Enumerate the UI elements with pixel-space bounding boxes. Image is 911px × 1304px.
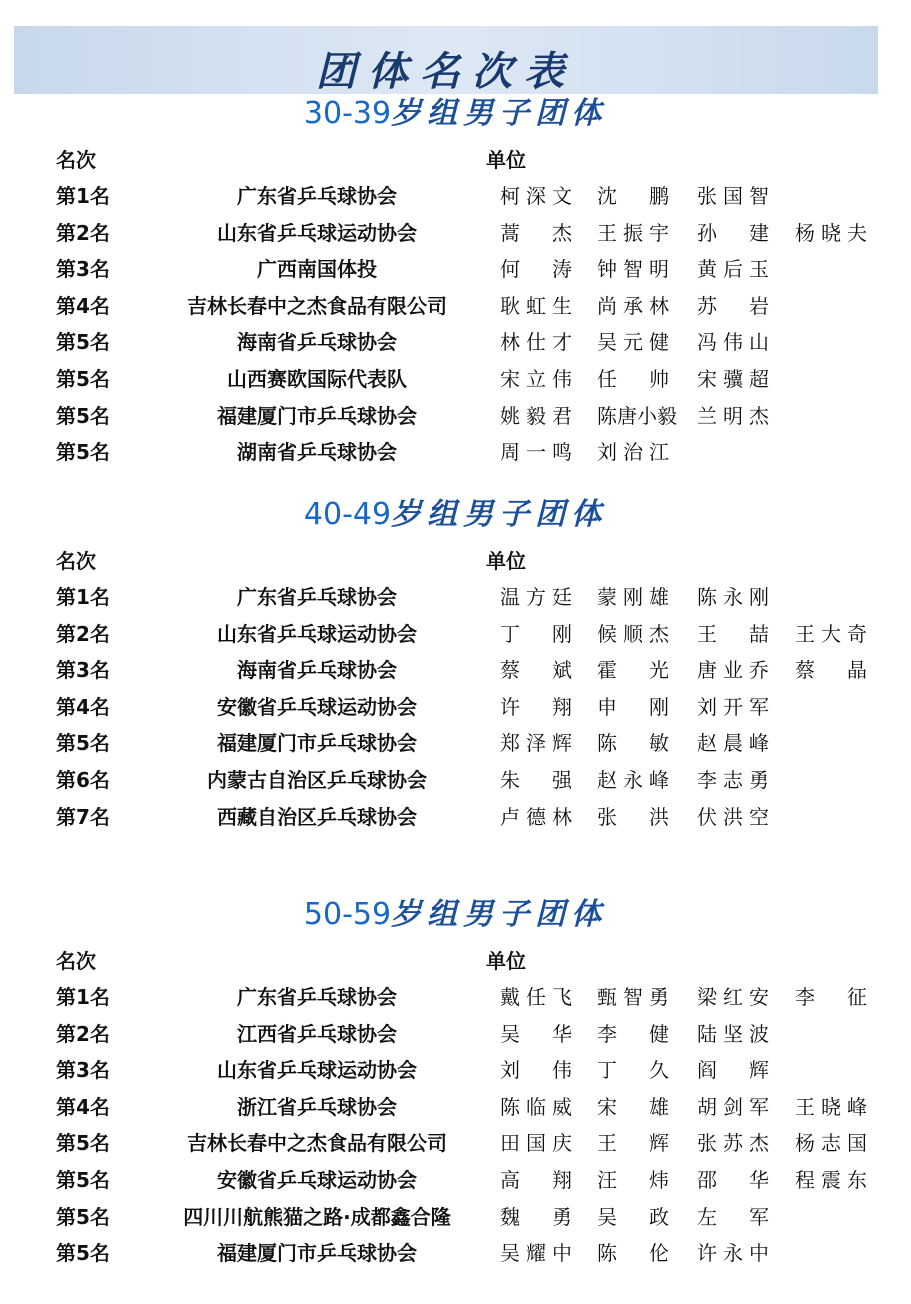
section-label: 岁组男子团体 xyxy=(391,897,608,932)
unit-cell: 湖南省乒乓球协会 xyxy=(237,440,397,465)
rank-cell: 第1名 xyxy=(56,985,110,1009)
member-name: 陈敏 xyxy=(597,731,669,756)
table-row xyxy=(0,215,911,251)
header-rank: 名次 xyxy=(56,549,96,573)
section-age: 50-59 xyxy=(303,897,392,932)
table-row xyxy=(0,979,911,1015)
header-rank: 名次 xyxy=(56,148,96,172)
member-name: 许永中 xyxy=(697,1241,769,1266)
member-name: 宋雄 xyxy=(597,1094,669,1119)
page-title: 团体名次表 xyxy=(316,48,576,95)
member-name: 胡剑军 xyxy=(697,1094,769,1119)
unit-cell: 吉林长春中之杰食品有限公司 xyxy=(187,1131,447,1156)
unit-cell: 广东省乒乓球协会 xyxy=(237,585,397,609)
table-row xyxy=(0,799,911,835)
member-name: 钟智明 xyxy=(597,257,669,282)
rank-cell: 第5名 xyxy=(56,367,110,391)
rank-cell: 第2名 xyxy=(56,621,110,646)
member-name: 戴任飞 xyxy=(500,985,572,1009)
member-name: 阎辉 xyxy=(697,1058,769,1083)
rank-cell: 第5名 xyxy=(56,440,110,465)
member-name: 赵永峰 xyxy=(597,768,669,792)
member-name: 王辉 xyxy=(597,1131,669,1156)
table-row xyxy=(0,434,911,470)
member-name: 许翔 xyxy=(500,694,572,719)
table-row xyxy=(0,762,911,798)
member-name: 蒙刚雄 xyxy=(597,585,669,609)
table-row xyxy=(0,1052,911,1088)
unit-cell: 山东省乒乓球运动协会 xyxy=(217,621,417,646)
member-name: 张苏杰 xyxy=(697,1131,769,1156)
header-unit: 单位 xyxy=(486,549,526,573)
member-name: 郑泽辉 xyxy=(500,731,572,756)
member-name: 卢德林 xyxy=(500,804,572,829)
table-row xyxy=(0,288,911,324)
member-name: 冯伟山 xyxy=(697,330,769,355)
member-name: 刘治江 xyxy=(597,440,669,465)
member-name: 尚承林 xyxy=(597,293,669,318)
section-label: 岁组男子团体 xyxy=(391,96,608,131)
member-name: 宋立伟 xyxy=(500,367,572,391)
member-name: 丁久 xyxy=(597,1058,669,1083)
member-name: 田国庆 xyxy=(500,1131,572,1156)
member-name: 王晓峰 xyxy=(795,1094,867,1119)
section-title xyxy=(0,497,911,533)
member-name: 程震东 xyxy=(795,1168,867,1192)
member-name: 高翔 xyxy=(500,1168,572,1192)
table-row xyxy=(0,1199,911,1235)
member-name: 朱强 xyxy=(500,768,572,792)
section-title xyxy=(0,897,911,933)
header-rank: 名次 xyxy=(56,949,96,973)
member-name: 左军 xyxy=(697,1204,769,1229)
rank-cell: 第1名 xyxy=(56,585,110,609)
rank-cell: 第3名 xyxy=(56,1058,110,1083)
rank-cell: 第2名 xyxy=(56,220,110,245)
rank-cell: 第5名 xyxy=(56,1204,110,1229)
table-row xyxy=(0,579,911,615)
member-name: 蔡斌 xyxy=(500,658,572,683)
rank-cell: 第5名 xyxy=(56,1131,110,1156)
member-name: 王喆 xyxy=(697,621,769,646)
member-name: 陆坚波 xyxy=(697,1021,769,1046)
member-name: 杨晓夫 xyxy=(795,220,867,245)
member-name: 李健 xyxy=(597,1021,669,1046)
member-name: 吴耀中 xyxy=(500,1241,572,1266)
member-name: 王大奇 xyxy=(795,621,867,646)
table-row xyxy=(0,251,911,287)
member-name: 温方廷 xyxy=(500,585,572,609)
rank-cell: 第5名 xyxy=(56,403,110,428)
table-row xyxy=(0,361,911,397)
member-name: 汪炜 xyxy=(597,1168,669,1192)
unit-cell: 安徽省乒乓球运动协会 xyxy=(217,694,417,719)
table-row xyxy=(0,1162,911,1198)
section-label: 岁组男子团体 xyxy=(391,497,608,532)
table-row xyxy=(0,1235,911,1271)
member-name: 林仕才 xyxy=(500,330,572,355)
rank-cell: 第4名 xyxy=(56,293,110,318)
rank-cell: 第5名 xyxy=(56,1241,110,1266)
section-age: 30-39 xyxy=(303,96,392,131)
member-name: 沈鹏 xyxy=(597,184,669,208)
rank-cell: 第3名 xyxy=(56,257,110,282)
table-row xyxy=(0,178,911,214)
member-name: 耿虹生 xyxy=(500,293,572,318)
table-row xyxy=(0,1125,911,1161)
rank-cell: 第2名 xyxy=(56,1021,110,1046)
table-row xyxy=(0,324,911,360)
unit-cell: 浙江省乒乓球协会 xyxy=(237,1094,397,1119)
member-name: 候顺杰 xyxy=(597,621,669,646)
member-name: 甄智勇 xyxy=(597,985,669,1009)
member-name: 柯深文 xyxy=(500,184,572,208)
rank-cell: 第6名 xyxy=(56,768,110,792)
member-name: 孙建 xyxy=(697,220,769,245)
member-name: 李志勇 xyxy=(697,768,769,792)
member-name: 任帅 xyxy=(597,367,669,391)
member-name: 吴政 xyxy=(597,1204,669,1229)
unit-cell: 内蒙古自治区乒乓球协会 xyxy=(207,768,427,792)
unit-cell: 山西赛欧国际代表队 xyxy=(227,367,407,391)
member-name: 兰明杰 xyxy=(697,403,769,428)
member-name: 魏勇 xyxy=(500,1204,572,1229)
unit-cell: 安徽省乒乓球运动协会 xyxy=(217,1168,417,1192)
table-row xyxy=(0,725,911,761)
member-name: 李征 xyxy=(795,985,867,1009)
rank-cell: 第3名 xyxy=(56,658,110,683)
member-name: 何涛 xyxy=(500,257,572,282)
member-name: 周一鸣 xyxy=(500,440,572,465)
table-row xyxy=(0,689,911,725)
header-unit: 单位 xyxy=(486,949,526,973)
table-row xyxy=(0,1016,911,1052)
member-name: 梁红安 xyxy=(697,985,769,1009)
unit-cell: 山东省乒乓球运动协会 xyxy=(217,1058,417,1083)
member-name: 吴华 xyxy=(500,1021,572,1046)
section-age: 40-49 xyxy=(303,497,392,532)
unit-cell: 福建厦门市乒乓球协会 xyxy=(217,403,417,428)
member-name: 宋骥超 xyxy=(697,367,769,391)
member-name: 张洪 xyxy=(597,804,669,829)
member-name: 杨志国 xyxy=(795,1131,867,1156)
unit-cell: 海南省乒乓球协会 xyxy=(237,330,397,355)
member-name: 申刚 xyxy=(597,694,669,719)
member-name: 张国智 xyxy=(697,184,769,208)
member-name: 刘伟 xyxy=(500,1058,572,1083)
rank-cell: 第1名 xyxy=(56,184,110,208)
member-name: 刘开军 xyxy=(697,694,769,719)
member-name: 吴元健 xyxy=(597,330,669,355)
member-name: 陈永刚 xyxy=(697,585,769,609)
member-name: 黄后玉 xyxy=(697,257,769,282)
member-name: 丁刚 xyxy=(500,621,572,646)
header-unit: 单位 xyxy=(486,148,526,172)
member-name: 王振宇 xyxy=(597,220,669,245)
member-name: 赵晨峰 xyxy=(697,731,769,756)
member-name: 陈临威 xyxy=(500,1094,572,1119)
unit-cell: 四川川航熊猫之路·成都鑫合隆 xyxy=(183,1204,451,1229)
title-banner xyxy=(14,26,878,94)
rank-cell: 第4名 xyxy=(56,694,110,719)
member-name: 蔡晶 xyxy=(795,658,867,683)
unit-cell: 山东省乒乓球运动协会 xyxy=(217,220,417,245)
member-name: 伏洪空 xyxy=(697,804,769,829)
rank-cell: 第7名 xyxy=(56,804,110,829)
table-row xyxy=(0,652,911,688)
unit-cell: 吉林长春中之杰食品有限公司 xyxy=(187,293,447,318)
table-row xyxy=(0,1089,911,1125)
member-name: 姚毅君 xyxy=(500,403,572,428)
rank-cell: 第5名 xyxy=(56,1168,110,1192)
rank-cell: 第4名 xyxy=(56,1094,110,1119)
unit-cell: 福建厦门市乒乓球协会 xyxy=(217,731,417,756)
unit-cell: 广西南国体投 xyxy=(257,257,377,282)
table-row xyxy=(0,616,911,652)
section-title xyxy=(0,96,911,132)
member-name: 邵华 xyxy=(697,1168,769,1192)
unit-cell: 广东省乒乓球协会 xyxy=(237,985,397,1009)
member-name: 陈唐小毅 xyxy=(597,403,677,428)
rank-cell: 第5名 xyxy=(56,330,110,355)
table-row xyxy=(0,398,911,434)
member-name: 唐业乔 xyxy=(697,658,769,683)
member-name: 霍光 xyxy=(597,658,669,683)
unit-cell: 海南省乒乓球协会 xyxy=(237,658,397,683)
unit-cell: 福建厦门市乒乓球协会 xyxy=(217,1241,417,1266)
unit-cell: 西藏自治区乒乓球协会 xyxy=(217,804,417,829)
unit-cell: 江西省乒乓球协会 xyxy=(237,1021,397,1046)
member-name: 蒿杰 xyxy=(500,220,572,245)
unit-cell: 广东省乒乓球协会 xyxy=(237,184,397,208)
member-name: 苏岩 xyxy=(697,293,769,318)
member-name: 陈伦 xyxy=(597,1241,669,1266)
rank-cell: 第5名 xyxy=(56,731,110,756)
